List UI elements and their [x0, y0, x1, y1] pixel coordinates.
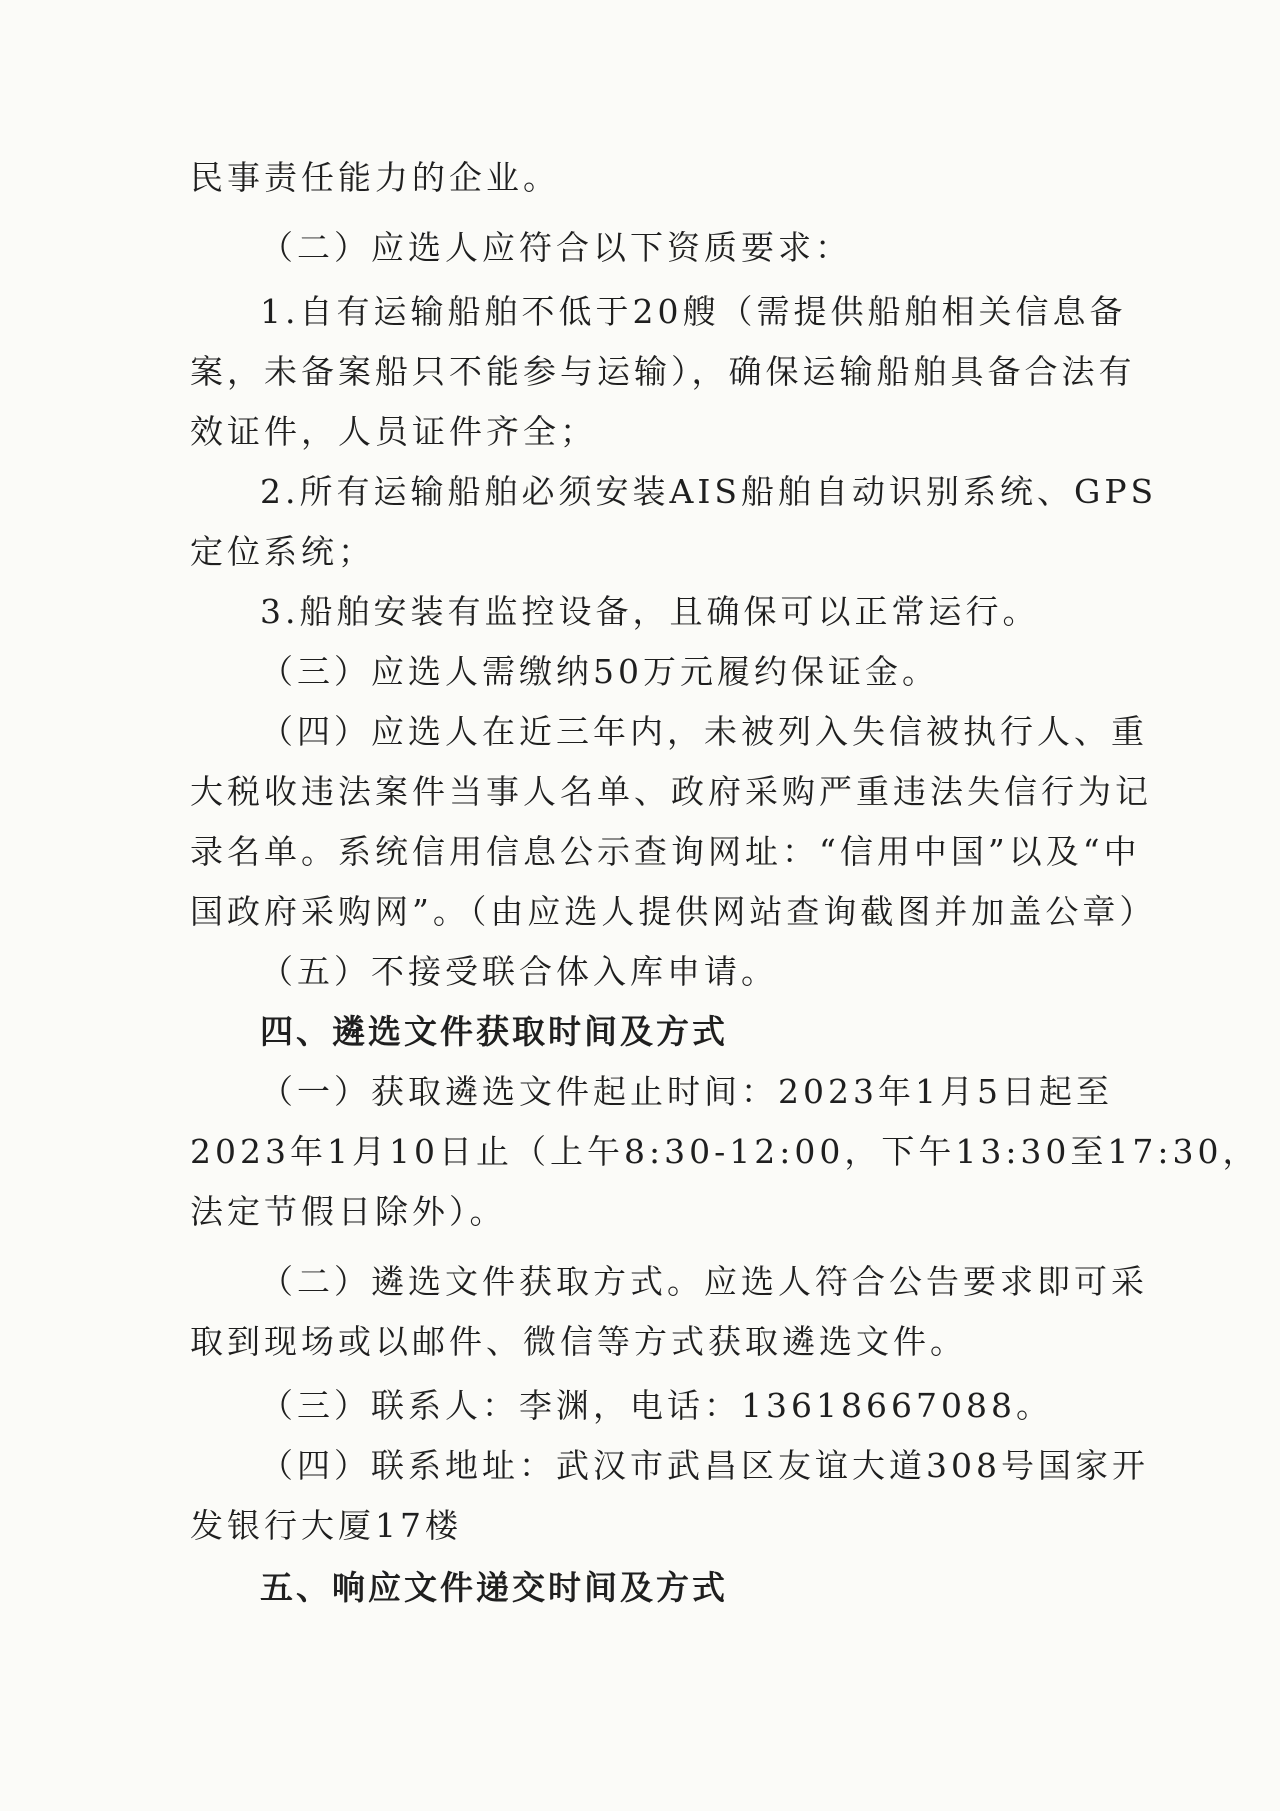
paragraph-line: （二）应选人应符合以下资质要求： [260, 228, 852, 267]
paragraph-line: （四）联系地址：武汉市武昌区友谊大道308号国家开 [260, 1446, 1149, 1485]
paragraph-line: 取到现场或以邮件、微信等方式获取遴选文件。 [190, 1322, 967, 1361]
paragraph-line: 大税收违法案件当事人名单、政府采购严重违法失信行为记 [190, 772, 1152, 811]
paragraph-line: （三）应选人需缴纳50万元履约保证金。 [260, 652, 939, 691]
paragraph-line: （五）不接受联合体入库申请。 [260, 952, 778, 991]
section-heading: 五、响应文件递交时间及方式 [260, 1568, 728, 1607]
paragraph-line: （一）获取遴选文件起止时间：2023年1月5日起至 [260, 1072, 1113, 1111]
paragraph-line: 法定节假日除外）。 [190, 1192, 507, 1231]
paragraph-line: 2.所有运输船舶必须安装AIS船舶自动识别系统、GPS [260, 472, 1158, 511]
paragraph-line: （四）应选人在近三年内，未被列入失信被执行人、重 [260, 712, 1148, 751]
paragraph-line: 录名单。系统信用信息公示查询网址：“信用中国”以及“中 [190, 832, 1141, 871]
paragraph-line: 2023年1月10日止（上午8:30-12:00，下午13:30至17:30， [190, 1132, 1260, 1171]
paragraph-line: 1.自有运输船舶不低于20艘（需提供船舶相关信息备 [260, 292, 1127, 331]
paragraph-line: 定位系统； [190, 532, 375, 571]
paragraph-line: 案，未备案船只不能参与运输），确保运输船舶具备合法有 [190, 352, 1136, 391]
paragraph-line: 3.船舶安装有监控设备，且确保可以正常运行。 [260, 592, 1040, 631]
paragraph-line: 国政府采购网”。（由应选人提供网站查询截图并加盖公章） [190, 892, 1157, 931]
paragraph-line: （三）联系人：李渊，电话：13618667088。 [260, 1386, 1053, 1425]
paragraph-line: 效证件，人员证件齐全； [190, 412, 597, 451]
paragraph-line: 民事责任能力的企业。 [190, 158, 560, 197]
section-heading: 四、遴选文件获取时间及方式 [260, 1012, 728, 1051]
paragraph-line: 发银行大厦17楼 [190, 1506, 462, 1545]
paragraph-line: （二）遴选文件获取方式。应选人符合公告要求即可采 [260, 1262, 1148, 1301]
